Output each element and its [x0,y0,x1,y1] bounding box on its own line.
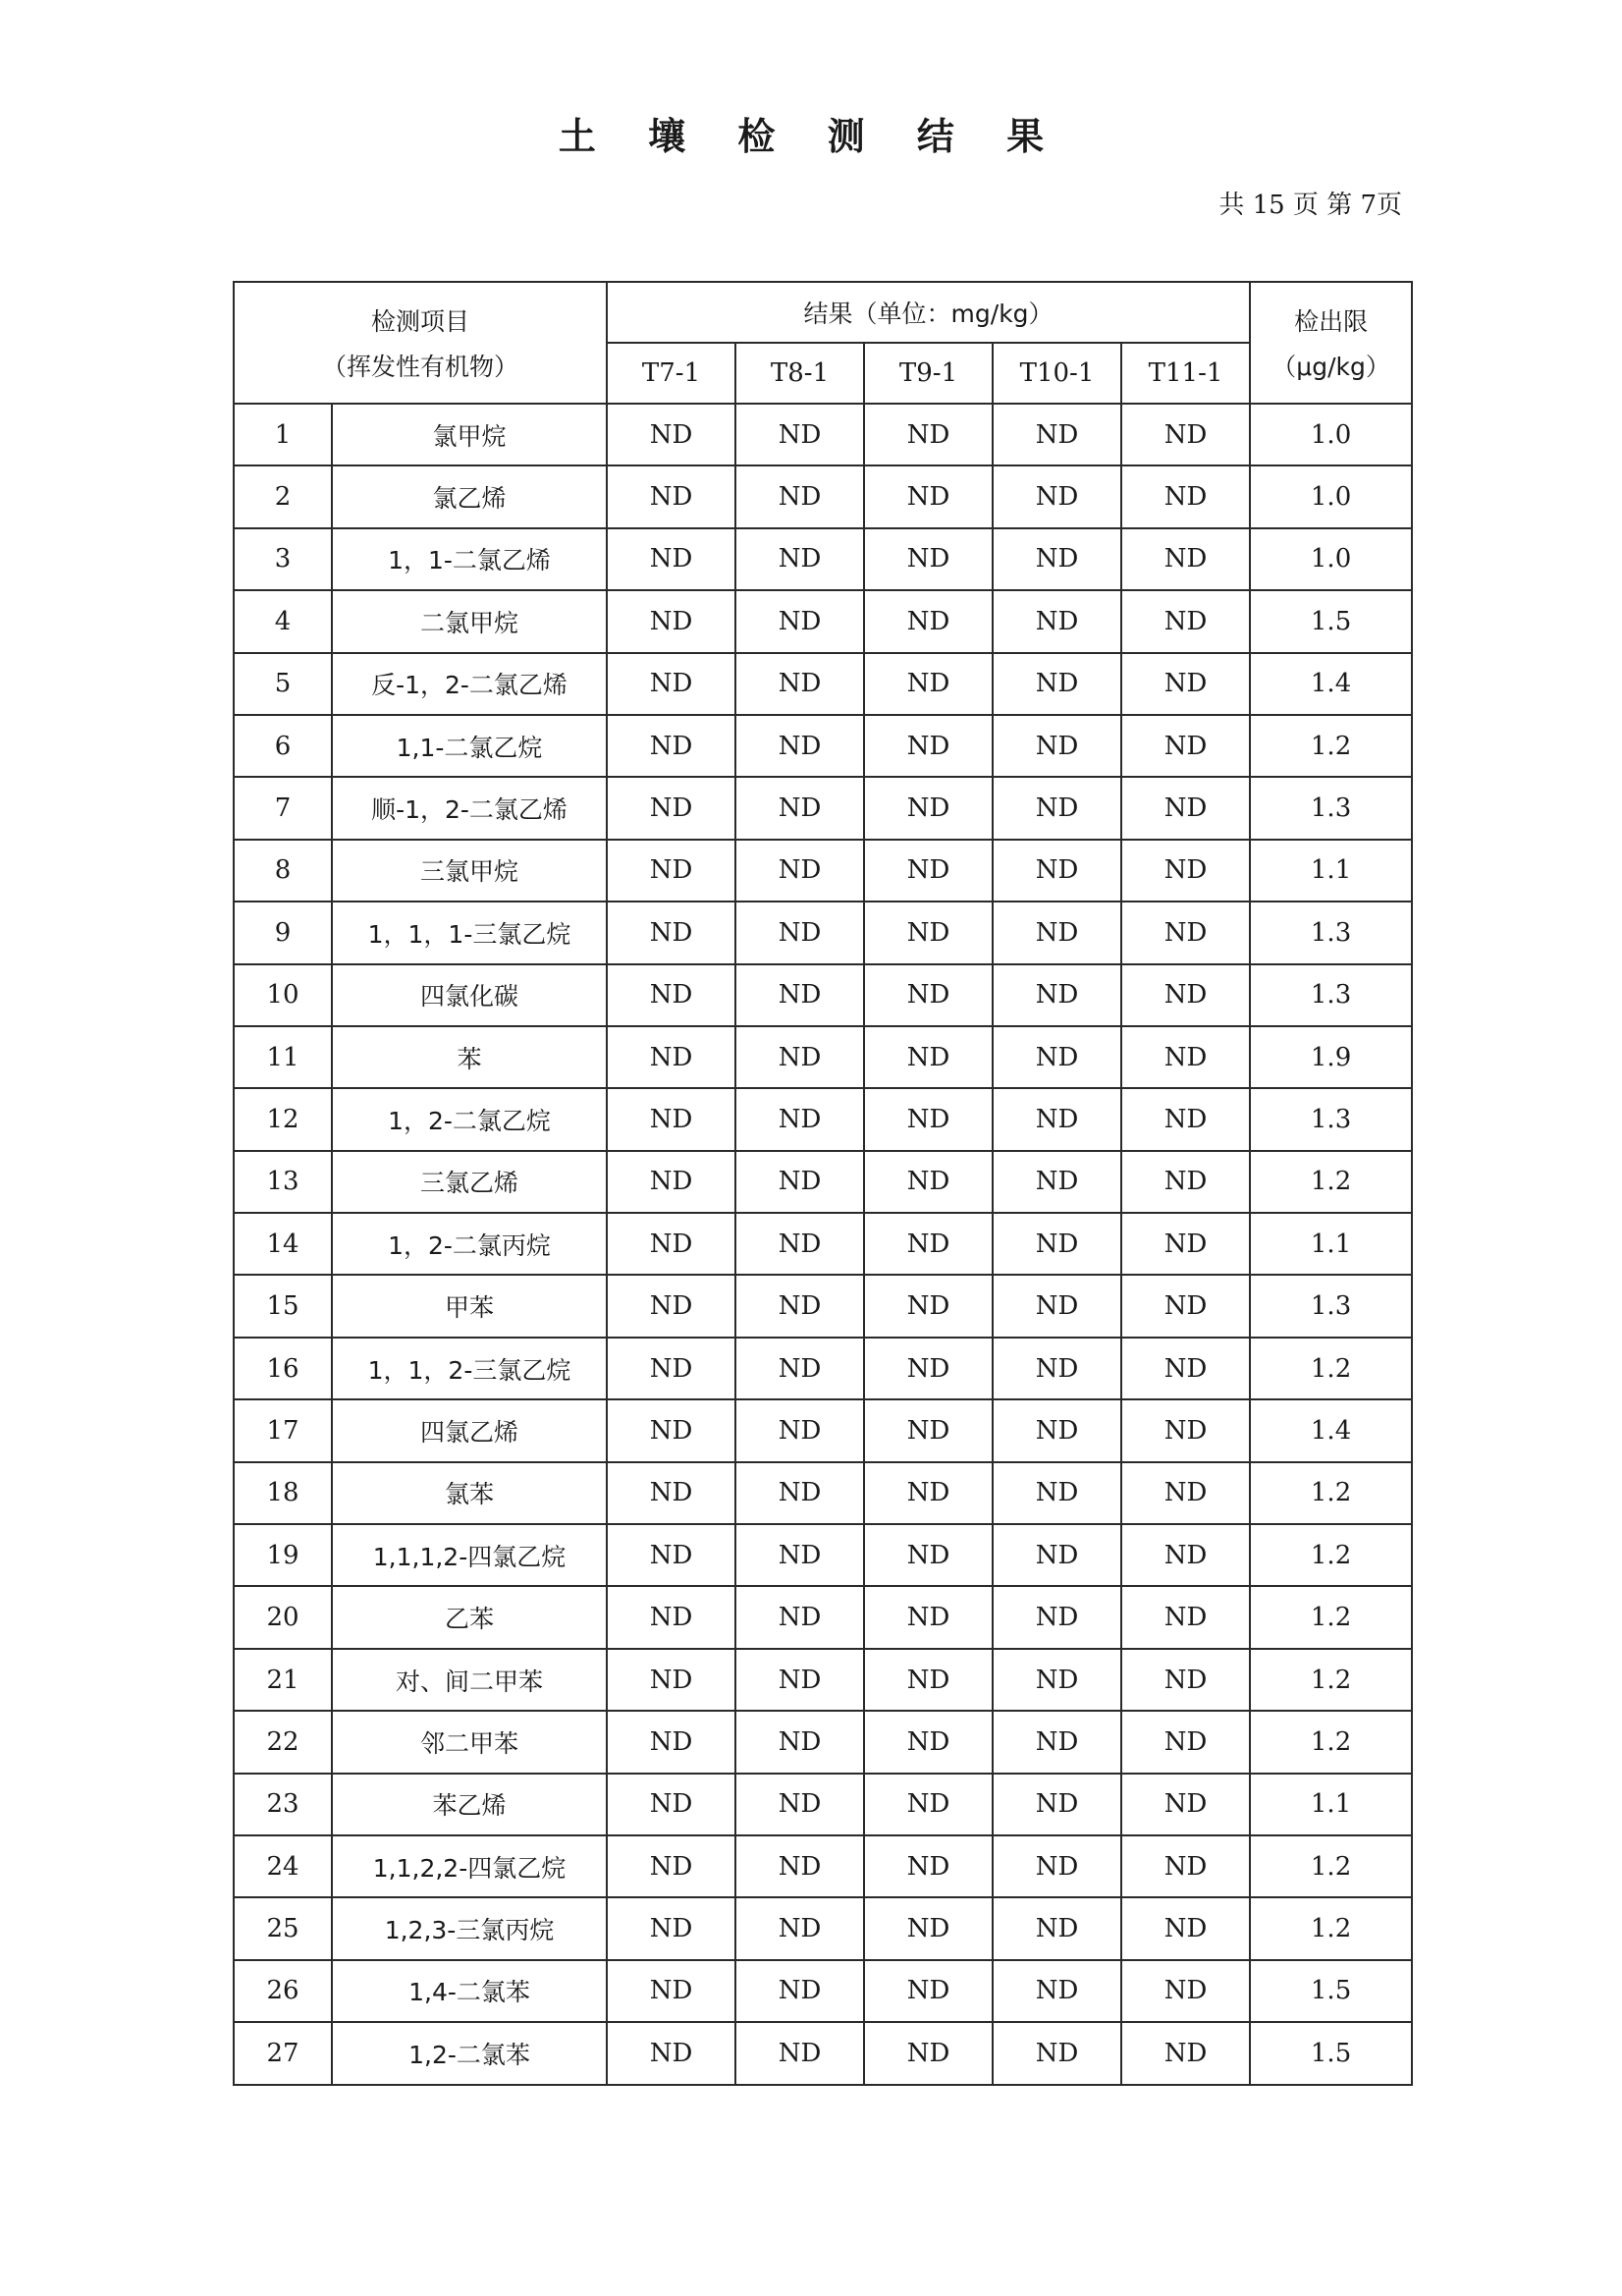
result-value-cell: ND [1121,902,1250,963]
result-value-cell: ND [864,1462,993,1524]
result-value-cell: ND [993,1338,1121,1399]
row-number-cell: 13 [234,1151,332,1213]
result-value-cell: ND [735,1275,864,1337]
result-value-cell: ND [735,715,864,777]
header-result-group: 结果（单位：mg/kg） [607,282,1250,343]
result-value-cell: ND [607,1711,735,1773]
row-number-cell: 20 [234,1586,332,1648]
compound-name-cell: 乙苯 [332,1586,607,1648]
row-number-cell: 1 [234,404,332,465]
detection-limit-cell: 1.1 [1250,1213,1412,1275]
result-value-cell: ND [1121,1462,1250,1524]
detection-limit-cell: 1.5 [1250,590,1412,652]
result-value-cell: ND [735,1213,864,1275]
table-row [234,1586,1412,1648]
result-value-cell: ND [735,404,864,465]
table-row [234,653,1412,715]
detection-limit-cell: 1.3 [1250,777,1412,839]
result-value-cell: ND [607,1524,735,1586]
compound-name-cell: 四氯化碳 [332,964,607,1026]
row-number-cell: 17 [234,1399,332,1461]
table-row [234,1338,1412,1399]
header-item-line1: 检测项目 [371,307,470,336]
result-value-cell: ND [735,590,864,652]
table-row [234,1524,1412,1586]
row-number-cell: 25 [234,1897,332,1959]
result-value-cell: ND [864,1524,993,1586]
result-value-cell: ND [735,1399,864,1461]
header-sample: T9-1 [864,343,993,404]
result-value-cell: ND [1121,777,1250,839]
result-value-cell: ND [607,964,735,1026]
result-value-cell: ND [864,902,993,963]
result-value-cell: ND [735,465,864,527]
result-value-cell: ND [735,1462,864,1524]
table-row [234,1088,1412,1150]
header-row-top [234,282,1412,343]
table-row [234,1213,1412,1275]
result-value-cell: ND [993,1586,1121,1648]
result-value-cell: ND [993,715,1121,777]
result-value-cell: ND [864,1026,993,1088]
row-number-cell: 7 [234,777,332,839]
page-number: 共 15 页 第 7页 [1218,191,1402,220]
header-item [234,282,607,404]
compound-name-cell: 氯苯 [332,1462,607,1524]
result-value-cell: ND [735,528,864,590]
result-value-cell: ND [735,777,864,839]
detection-limit-cell: 1.5 [1250,2022,1412,2084]
result-value-cell: ND [735,1960,864,2022]
table-row [234,1835,1412,1897]
detection-limit-cell: 1.2 [1250,1835,1412,1897]
result-value-cell: ND [735,902,864,963]
result-value-cell: ND [1121,404,1250,465]
result-value-cell: ND [735,840,864,902]
compound-name-cell: 1，2-二氯丙烷 [332,1213,607,1275]
compound-name-cell: 二氯甲烷 [332,590,607,652]
compound-name-cell: 1，1，2-三氯乙烷 [332,1338,607,1399]
result-value-cell: ND [864,1774,993,1835]
detection-limit-cell: 1.3 [1250,964,1412,1026]
row-number-cell: 27 [234,2022,332,2084]
result-value-cell: ND [1121,1026,1250,1088]
result-value-cell: ND [607,1774,735,1835]
compound-name-cell: 1,4-二氯苯 [332,1960,607,2022]
result-value-cell: ND [735,1026,864,1088]
detection-limit-cell: 1.4 [1250,1399,1412,1461]
result-value-cell: ND [864,715,993,777]
result-value-cell: ND [607,715,735,777]
result-value-cell: ND [607,1960,735,2022]
header-sample: T10-1 [993,343,1121,404]
table-row [234,528,1412,590]
result-value-cell: ND [993,1151,1121,1213]
result-value-cell: ND [1121,964,1250,1026]
result-value-cell: ND [1121,465,1250,527]
detection-limit-cell: 1.2 [1250,1711,1412,1773]
table-row [234,2022,1412,2084]
result-value-cell: ND [1121,1399,1250,1461]
result-value-cell: ND [864,1960,993,2022]
result-value-cell: ND [607,2022,735,2084]
detection-limit-cell: 1.1 [1250,1774,1412,1835]
table-row [234,1462,1412,1524]
result-value-cell: ND [993,902,1121,963]
result-value-cell: ND [607,1649,735,1711]
result-value-cell: ND [1121,2022,1250,2084]
table-row [234,964,1412,1026]
detection-limit-cell: 1.2 [1250,1897,1412,1959]
result-value-cell: ND [607,1897,735,1959]
result-value-cell: ND [607,404,735,465]
compound-name-cell: 三氯甲烷 [332,840,607,902]
detection-limit-cell: 1.3 [1250,1088,1412,1150]
header-limit [1250,282,1412,404]
result-value-cell: ND [993,528,1121,590]
table-row [234,1026,1412,1088]
result-value-cell: ND [993,1835,1121,1897]
result-value-cell: ND [607,1088,735,1150]
detection-limit-cell: 1.0 [1250,465,1412,527]
result-value-cell: ND [993,840,1121,902]
result-value-cell: ND [607,465,735,527]
header-item-line2: （挥发性有机物） [322,353,519,381]
table-row [234,777,1412,839]
result-value-cell: ND [864,404,993,465]
result-value-cell: ND [864,1275,993,1337]
result-value-cell: ND [607,1026,735,1088]
compound-name-cell: 苯 [332,1026,607,1088]
result-value-cell: ND [607,1586,735,1648]
result-value-cell: ND [607,528,735,590]
row-number-cell: 5 [234,653,332,715]
result-value-cell: ND [864,465,993,527]
result-value-cell: ND [1121,653,1250,715]
header-sample: T7-1 [607,343,735,404]
detection-limit-cell: 1.3 [1250,902,1412,963]
result-value-cell: ND [1121,1088,1250,1150]
detection-limit-cell: 1.9 [1250,1026,1412,1088]
detection-limit-cell: 1.3 [1250,1275,1412,1337]
detection-limit-cell: 1.0 [1250,404,1412,465]
table-row [234,1960,1412,2022]
result-value-cell: ND [1121,715,1250,777]
result-value-cell: ND [864,1835,993,1897]
result-value-cell: ND [864,1399,993,1461]
compound-name-cell: 氯甲烷 [332,404,607,465]
result-value-cell: ND [993,1897,1121,1959]
row-number-cell: 8 [234,840,332,902]
result-value-cell: ND [864,528,993,590]
result-value-cell: ND [993,1960,1121,2022]
result-value-cell: ND [864,1711,993,1773]
table-row [234,1151,1412,1213]
result-value-cell: ND [607,1399,735,1461]
row-number-cell: 24 [234,1835,332,1897]
result-value-cell: ND [1121,1711,1250,1773]
row-number-cell: 18 [234,1462,332,1524]
result-value-cell: ND [993,465,1121,527]
result-value-cell: ND [993,404,1121,465]
result-value-cell: ND [735,653,864,715]
result-value-cell: ND [1121,1774,1250,1835]
result-value-cell: ND [864,1338,993,1399]
result-value-cell: ND [1121,1835,1250,1897]
row-number-cell: 10 [234,964,332,1026]
compound-name-cell: 氯乙烯 [332,465,607,527]
detection-limit-cell: 1.2 [1250,1151,1412,1213]
document-title: 土 壤 检 测 结 果 [558,115,1064,158]
detection-limit-cell: 1.0 [1250,528,1412,590]
result-value-cell: ND [993,1524,1121,1586]
table-row [234,1399,1412,1461]
result-value-cell: ND [864,964,993,1026]
result-value-cell: ND [607,1835,735,1897]
result-value-cell: ND [864,590,993,652]
result-value-cell: ND [993,964,1121,1026]
row-number-cell: 14 [234,1213,332,1275]
row-number-cell: 4 [234,590,332,652]
detection-limit-cell: 1.2 [1250,1462,1412,1524]
result-value-cell: ND [993,1213,1121,1275]
result-value-cell: ND [735,1711,864,1773]
result-value-cell: ND [735,1835,864,1897]
header-sample: T8-1 [735,343,864,404]
result-value-cell: ND [1121,1649,1250,1711]
result-value-cell: ND [993,1399,1121,1461]
result-value-cell: ND [735,1338,864,1399]
result-value-cell: ND [993,1275,1121,1337]
result-value-cell: ND [1121,590,1250,652]
row-number-cell: 22 [234,1711,332,1773]
row-number-cell: 23 [234,1774,332,1835]
result-value-cell: ND [607,840,735,902]
result-value-cell: ND [1121,1213,1250,1275]
table-row [234,1649,1412,1711]
compound-name-cell: 反-1，2-二氯乙烯 [332,653,607,715]
result-value-cell: ND [1121,840,1250,902]
results-body [234,404,1412,2085]
result-value-cell: ND [993,590,1121,652]
row-number-cell: 26 [234,1960,332,2022]
result-value-cell: ND [607,653,735,715]
result-value-cell: ND [993,653,1121,715]
result-value-cell: ND [735,1586,864,1648]
detection-limit-cell: 1.2 [1250,1586,1412,1648]
table-row [234,1897,1412,1959]
compound-name-cell: 1，1，1-三氯乙烷 [332,902,607,963]
result-value-cell: ND [735,964,864,1026]
result-value-cell: ND [607,1151,735,1213]
result-value-cell: ND [864,1586,993,1648]
result-value-cell: ND [607,1275,735,1337]
table-row [234,1711,1412,1773]
result-value-cell: ND [607,902,735,963]
compound-name-cell: 1,2,3-三氯丙烷 [332,1897,607,1959]
result-value-cell: ND [1121,1151,1250,1213]
row-number-cell: 19 [234,1524,332,1586]
table-row [234,715,1412,777]
result-value-cell: ND [735,1151,864,1213]
result-value-cell: ND [607,590,735,652]
header-limit-line1: 检出限 [1294,307,1369,336]
result-value-cell: ND [864,1151,993,1213]
table-row [234,404,1412,465]
result-value-cell: ND [735,1897,864,1959]
result-value-cell: ND [735,1649,864,1711]
result-value-cell: ND [1121,528,1250,590]
table-row [234,840,1412,902]
result-value-cell: ND [993,2022,1121,2084]
row-number-cell: 16 [234,1338,332,1399]
result-value-cell: ND [864,1088,993,1150]
results-table [233,281,1413,2086]
result-value-cell: ND [1121,1275,1250,1337]
result-value-cell: ND [1121,1586,1250,1648]
header-limit-line2: （μg/kg） [1271,353,1390,381]
result-value-cell: ND [607,1338,735,1399]
compound-name-cell: 对、间二甲苯 [332,1649,607,1711]
result-value-cell: ND [864,653,993,715]
detection-limit-cell: 1.2 [1250,1649,1412,1711]
compound-name-cell: 1，1-二氯乙烯 [332,528,607,590]
compound-name-cell: 1,1,1,2-四氯乙烷 [332,1524,607,1586]
detection-limit-cell: 1.2 [1250,1524,1412,1586]
detection-limit-cell: 1.2 [1250,1338,1412,1399]
table-row [234,1275,1412,1337]
result-value-cell: ND [993,1774,1121,1835]
detection-limit-cell: 1.2 [1250,715,1412,777]
result-value-cell: ND [1121,1524,1250,1586]
result-value-cell: ND [993,1088,1121,1150]
compound-name-cell: 四氯乙烯 [332,1399,607,1461]
detection-limit-cell: 1.5 [1250,1960,1412,2022]
result-value-cell: ND [735,1524,864,1586]
compound-name-cell: 1,1-二氯乙烷 [332,715,607,777]
result-value-cell: ND [607,777,735,839]
row-number-cell: 2 [234,465,332,527]
table-row [234,590,1412,652]
row-number-cell: 15 [234,1275,332,1337]
result-value-cell: ND [735,1088,864,1150]
result-value-cell: ND [993,1462,1121,1524]
row-number-cell: 9 [234,902,332,963]
compound-name-cell: 1,2-二氯苯 [332,2022,607,2084]
detection-limit-cell: 1.4 [1250,653,1412,715]
result-value-cell: ND [1121,1960,1250,2022]
result-value-cell: ND [864,1897,993,1959]
result-value-cell: ND [864,840,993,902]
table-row [234,1774,1412,1835]
header-sample: T11-1 [1121,343,1250,404]
compound-name-cell: 甲苯 [332,1275,607,1337]
result-value-cell: ND [607,1213,735,1275]
row-number-cell: 3 [234,528,332,590]
result-value-cell: ND [993,777,1121,839]
result-value-cell: ND [735,1774,864,1835]
result-value-cell: ND [993,1649,1121,1711]
row-number-cell: 6 [234,715,332,777]
detection-limit-cell: 1.1 [1250,840,1412,902]
table-row [234,465,1412,527]
table-row [234,902,1412,963]
result-value-cell: ND [1121,1897,1250,1959]
result-value-cell: ND [607,1462,735,1524]
result-value-cell: ND [864,777,993,839]
row-number-cell: 21 [234,1649,332,1711]
result-value-cell: ND [864,2022,993,2084]
compound-name-cell: 1,1,2,2-四氯乙烷 [332,1835,607,1897]
row-number-cell: 12 [234,1088,332,1150]
compound-name-cell: 邻二甲苯 [332,1711,607,1773]
compound-name-cell: 三氯乙烯 [332,1151,607,1213]
compound-name-cell: 1，2-二氯乙烷 [332,1088,607,1150]
result-value-cell: ND [993,1026,1121,1088]
result-value-cell: ND [864,1213,993,1275]
compound-name-cell: 顺-1，2-二氯乙烯 [332,777,607,839]
result-value-cell: ND [993,1711,1121,1773]
compound-name-cell: 苯乙烯 [332,1774,607,1835]
result-value-cell: ND [735,2022,864,2084]
result-value-cell: ND [1121,1338,1250,1399]
row-number-cell: 11 [234,1026,332,1088]
result-value-cell: ND [864,1649,993,1711]
